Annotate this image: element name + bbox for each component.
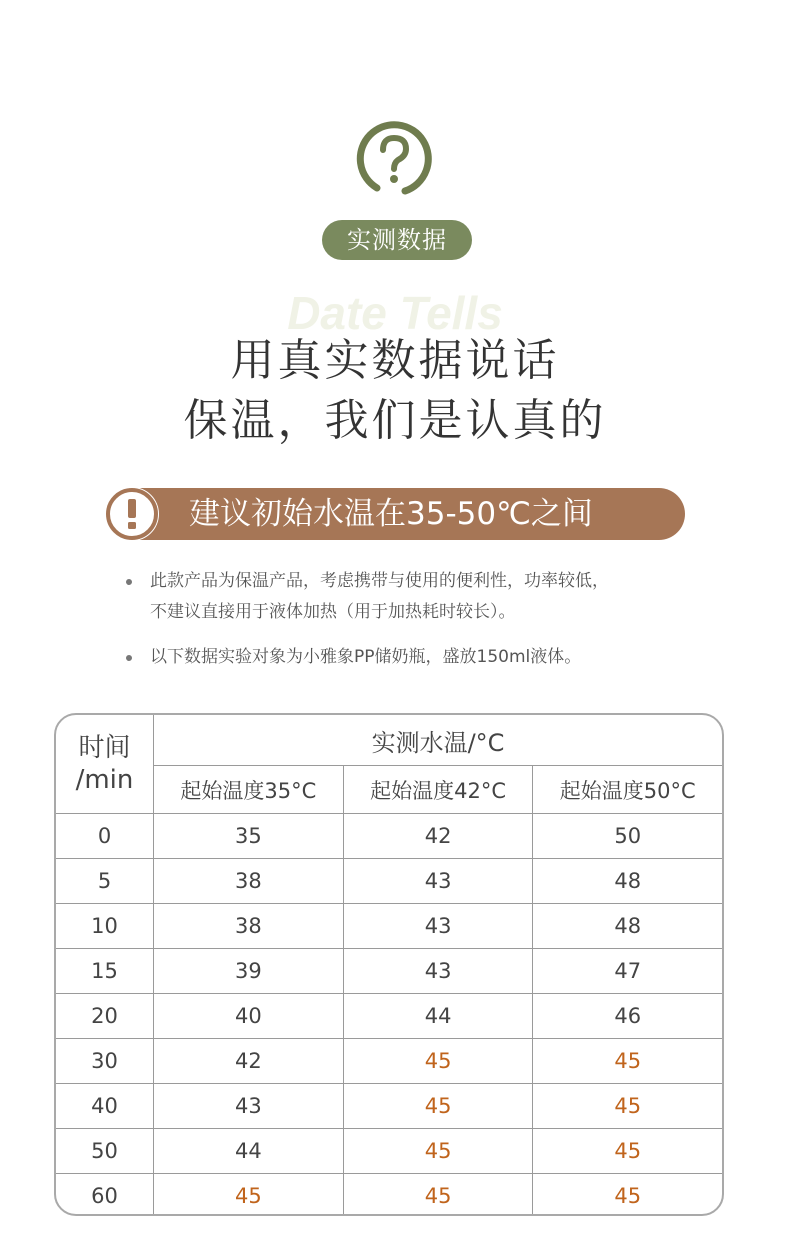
note-item	[124, 642, 724, 673]
time-header	[56, 715, 154, 814]
temperature-cell: 35	[154, 814, 344, 859]
watermark-text: Date Tells	[287, 287, 503, 339]
temperature-cell: 43	[343, 949, 533, 994]
note-line: 此款产品为保温产品，考虑携带与使用的便利性，功率较低，	[150, 571, 609, 591]
temperature-cell: 45	[343, 1084, 533, 1129]
temperature-cell: 38	[154, 904, 344, 949]
time-cell: 20	[56, 994, 154, 1039]
note-item	[124, 566, 724, 628]
table-row	[56, 1084, 722, 1129]
temperature-cell: 45	[533, 1084, 722, 1129]
temperature-cell: 45	[343, 1174, 533, 1217]
temperature-cell: 43	[154, 1084, 344, 1129]
table-row	[56, 1039, 722, 1084]
time-header-label: 时间	[78, 733, 131, 763]
temperature-cell: 48	[533, 904, 722, 949]
time-cell: 60	[56, 1174, 154, 1217]
time-cell: 50	[56, 1129, 154, 1174]
temperature-cell: 45	[154, 1174, 344, 1217]
temperature-cell: 42	[154, 1039, 344, 1084]
temperature-cell: 43	[343, 904, 533, 949]
time-cell: 5	[56, 859, 154, 904]
question-circle-icon	[355, 120, 433, 198]
notes-list	[124, 566, 724, 687]
column-header: 起始温度35°C	[154, 766, 344, 814]
banner-text: 建议初始水温在35-50℃之间	[189, 496, 593, 532]
temperature-cell: 47	[533, 949, 722, 994]
table-row	[56, 859, 722, 904]
time-cell: 40	[56, 1084, 154, 1129]
column-header: 起始温度42°C	[343, 766, 533, 814]
temperature-cell: 48	[533, 859, 722, 904]
group-header: 实测水温/°C	[154, 715, 723, 766]
section-badge: 实测数据	[322, 220, 472, 260]
table-row	[56, 994, 722, 1039]
temperature-cell: 45	[533, 1039, 722, 1084]
table-row	[56, 904, 722, 949]
exclamation-icon	[103, 484, 161, 544]
temperature-cell: 44	[343, 994, 533, 1039]
temperature-cell: 45	[614, 1184, 642, 1208]
time-cell: 30	[56, 1039, 154, 1084]
temperature-cell: 43	[343, 859, 533, 904]
temperature-cell: 46	[533, 994, 722, 1039]
temperature-cell: 50	[533, 814, 722, 859]
temperature-cell: 45	[533, 1129, 722, 1174]
time-cell: 10	[56, 904, 154, 949]
temperature-cell: 45	[343, 1129, 533, 1174]
time-cell: 0	[56, 814, 154, 859]
temperature-cell: 38	[154, 859, 344, 904]
table-row	[56, 949, 722, 994]
table-row	[56, 1174, 722, 1217]
temperature-cell: 45	[343, 1039, 533, 1084]
table-row	[56, 1129, 722, 1174]
note-line: 不建议直接用于液体加热（用于加热耗时较长）。	[150, 602, 516, 622]
column-header: 起始温度50°C	[533, 766, 722, 814]
bullet-dot	[126, 655, 132, 661]
temperature-cell: 42	[343, 814, 533, 859]
temperature-table	[54, 713, 724, 1216]
recommendation-banner	[107, 488, 685, 540]
temperature-cell: 39	[154, 949, 344, 994]
temperature-cell: 40	[154, 994, 344, 1039]
headline-line-2: 保温，我们是认真的	[183, 395, 607, 446]
headline-line-1: 用真实数据说话	[230, 335, 560, 386]
bullet-dot	[126, 579, 132, 585]
table-row	[56, 814, 722, 859]
temperature-cell: 44	[154, 1129, 344, 1174]
time-cell: 15	[56, 949, 154, 994]
time-header-unit: /min	[75, 765, 134, 795]
note-line: 以下数据实验对象为小雅象PP储奶瓶，盛放150ml液体。	[150, 647, 582, 667]
